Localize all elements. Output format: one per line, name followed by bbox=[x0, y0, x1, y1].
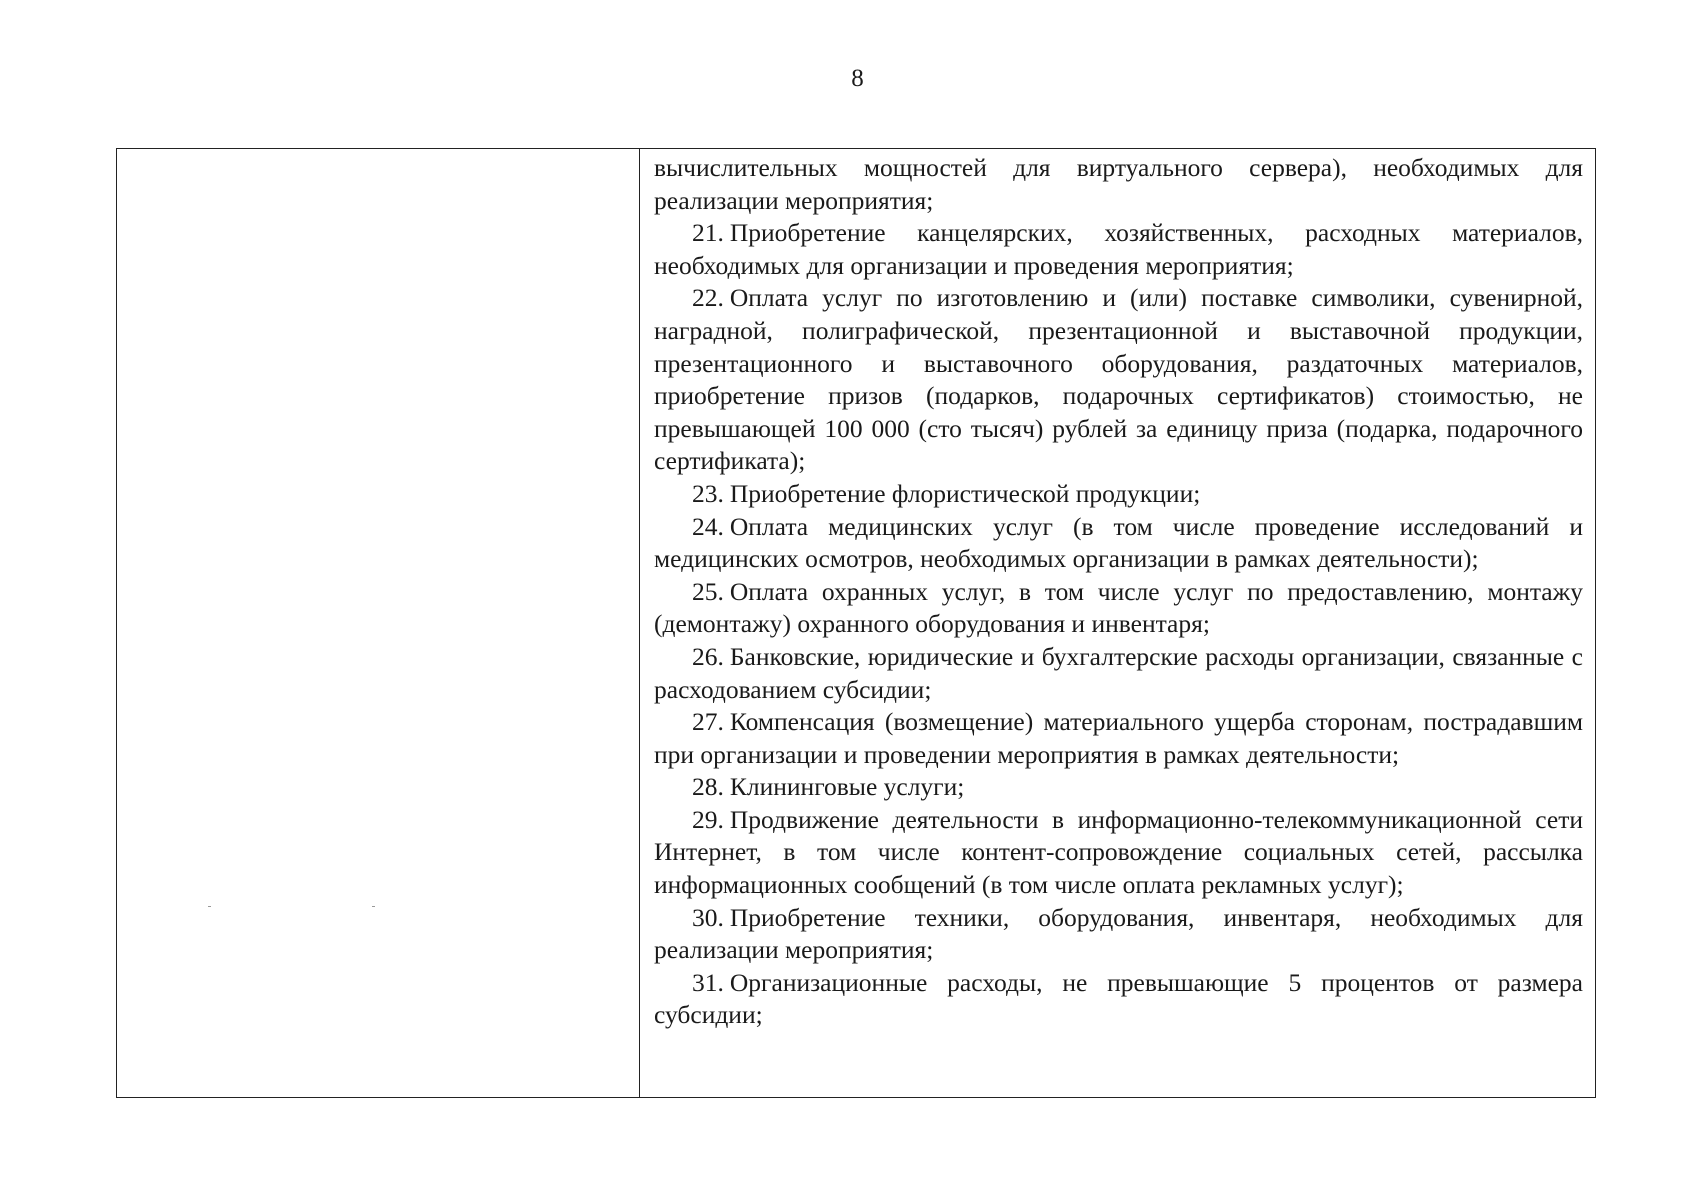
list-item-number: 24. bbox=[692, 511, 724, 541]
table-left-cell bbox=[117, 149, 640, 1097]
list-item-text: Приобретение техники, оборудования, инвентаря, необходимых для реализации мероприятия; bbox=[654, 902, 1583, 965]
scan-artifact bbox=[208, 906, 211, 907]
list-item-number: 25. bbox=[692, 576, 724, 606]
list-item bbox=[654, 152, 1583, 217]
list-item-number: 30. bbox=[692, 902, 724, 932]
list-item-number: 31. bbox=[692, 967, 724, 997]
list-item bbox=[654, 902, 1583, 967]
list-item bbox=[654, 641, 1583, 706]
scan-artifact bbox=[372, 906, 375, 907]
list-item-text: Компенсация (возмещение) материального ущерба сторонам, пострадавшим при организации и проведении мероприятия в рамках деятельности; bbox=[654, 707, 1583, 769]
list-item bbox=[654, 217, 1583, 282]
list-item-number: 29. bbox=[692, 804, 724, 834]
list-item-text: Оплата охранных услуг, в том числе услуг по предоставлению, монтажу (демонтажу) охранного оборудования и инвентаря; bbox=[654, 576, 1583, 639]
list-item-number: 26. bbox=[692, 641, 724, 671]
list-item bbox=[654, 967, 1583, 1032]
page-number: 8 bbox=[851, 65, 864, 92]
list-item-text: Банковские, юридические и бухгалтерские расходы организации, связанные с расходованием субсидии; bbox=[654, 641, 1583, 704]
list-item-number: 23. bbox=[692, 478, 724, 508]
list-item bbox=[654, 706, 1583, 771]
list-item bbox=[654, 576, 1583, 641]
table-right-cell bbox=[640, 149, 1595, 1097]
list-item-text: Клининговые услуги; bbox=[729, 772, 965, 802]
list-item bbox=[654, 804, 1583, 902]
list-item-text: Оплата услуг по изготовлению и (или) поставке символики, сувенирной, наградной, полиграфической, презентационной и выставочной продукции, презентационного и выставочного оборудования, раздаточных материалов, приобретение призов (подарков, подарочных сертификатов) стоимостью, не превышающей 100 000 (сто тысяч) рублей за единицу приза (подарка, подарочного сертификата); bbox=[654, 283, 1583, 476]
list-item-text: Приобретение канцелярских, хозяйственных, расходных материалов, необходимых для организации и проведения мероприятия; bbox=[654, 218, 1583, 280]
list-item-number: 22. bbox=[692, 283, 724, 313]
list-item bbox=[654, 511, 1583, 576]
list-item-number: 28. bbox=[692, 772, 724, 802]
list-item bbox=[654, 771, 1583, 804]
list-item-text: Приобретение флористической продукции; bbox=[729, 478, 1201, 508]
list-item bbox=[654, 478, 1583, 511]
list-item-text: вычислительных мощностей для виртуального сервера), необходимых для реализации мероприятия; bbox=[654, 153, 1583, 215]
list-item-text: Продвижение деятельности в информационно-телекоммуникационной сети Интернет, в том числе контент-сопровождение социальных сетей, рассылка информационных сообщений (в том числе оплата рекламных услуг); bbox=[654, 804, 1583, 900]
document-table bbox=[116, 148, 1596, 1098]
list-item-number: 21. bbox=[692, 218, 724, 248]
list-item-number: 27. bbox=[692, 707, 724, 737]
list-item-text: Оплата медицинских услуг (в том числе проведение исследований и медицинских осмотров, необходимых организации в рамках деятельности); bbox=[654, 511, 1583, 574]
list-item-text: Организационные расходы, не превышающие 5 процентов от размера субсидии; bbox=[654, 967, 1583, 1030]
list-item bbox=[654, 282, 1583, 478]
